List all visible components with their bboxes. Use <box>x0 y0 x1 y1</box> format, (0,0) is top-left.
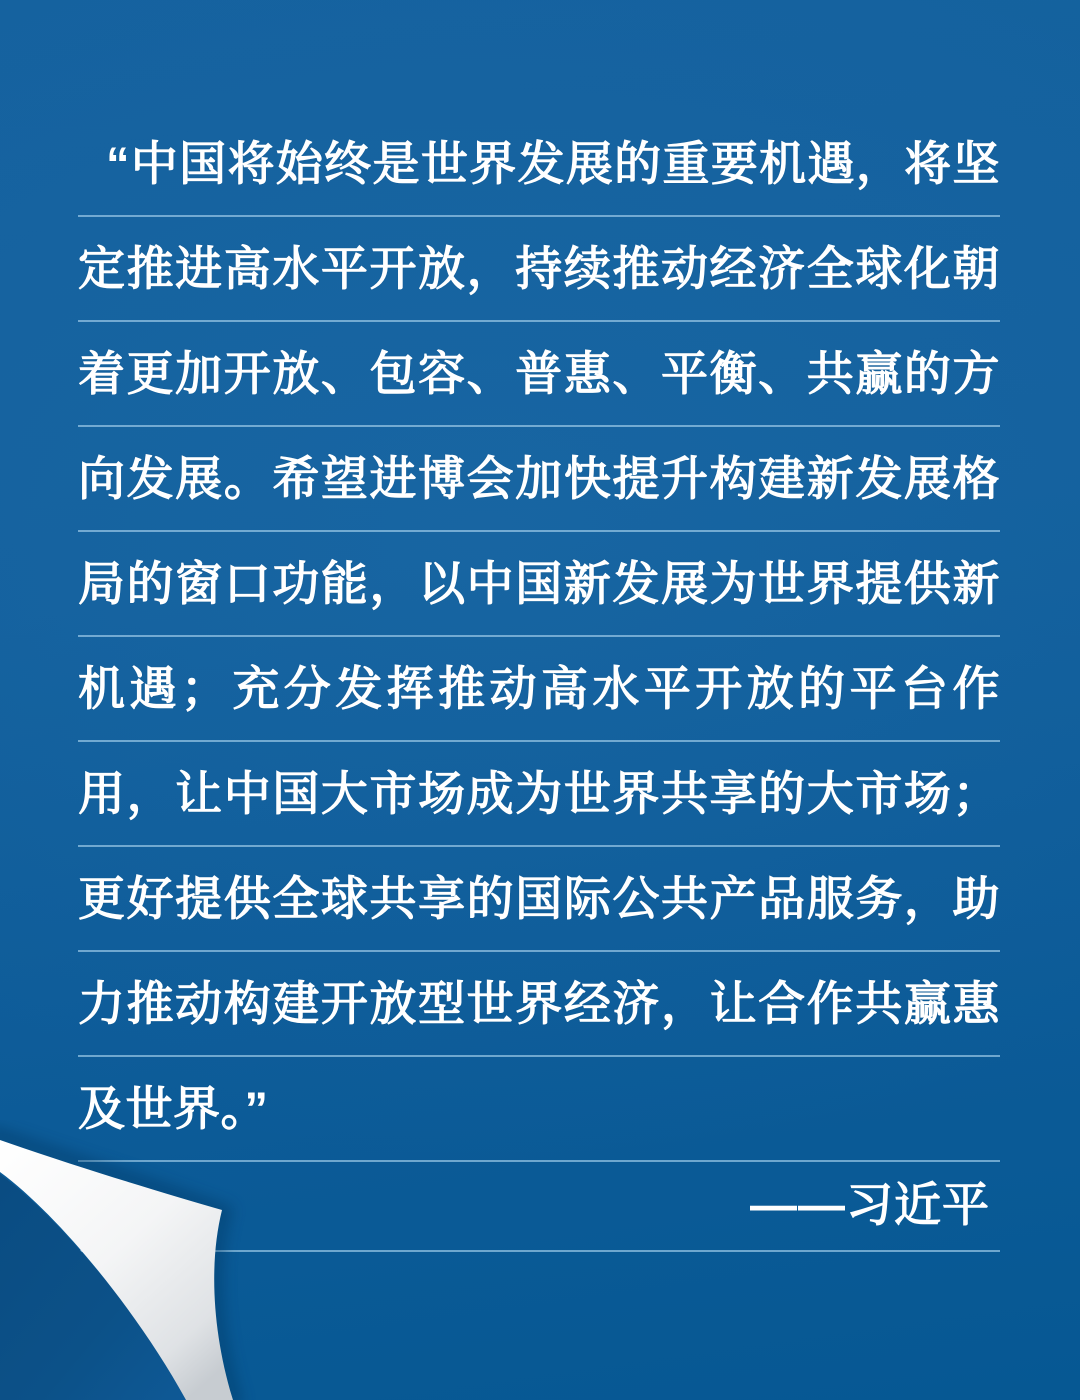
quote-line: 着更加开放、包容、普惠、平衡、共赢的方 <box>78 322 1000 427</box>
page-curl-icon <box>0 1120 300 1400</box>
quote-line: 用，让中国大市场成为世界共享的大市场； <box>78 742 1000 847</box>
quote-line: 定推进高水平开放，持续推动经济全球化朝 <box>78 217 1000 322</box>
quote-line: 机遇；充分发挥推动高水平开放的平台作 <box>78 637 1000 742</box>
quote-line: 向发展。希望进博会加快提升构建新发展格 <box>78 427 1000 532</box>
quote-line: 力推动构建开放型世界经济，让合作共赢惠 <box>78 952 1000 1057</box>
quote-line: 及世界。” <box>78 1057 1000 1162</box>
attribution: ——习近平 <box>78 1162 1000 1252</box>
quote-line: “中国将始终是世界发展的重要机遇，将坚 <box>78 112 1000 217</box>
quote-block <box>78 112 1000 1162</box>
quote-line: 局的窗口功能，以中国新发展为世界提供新 <box>78 532 1000 637</box>
quote-line: 更好提供全球共享的国际公共产品服务，助 <box>78 847 1000 952</box>
